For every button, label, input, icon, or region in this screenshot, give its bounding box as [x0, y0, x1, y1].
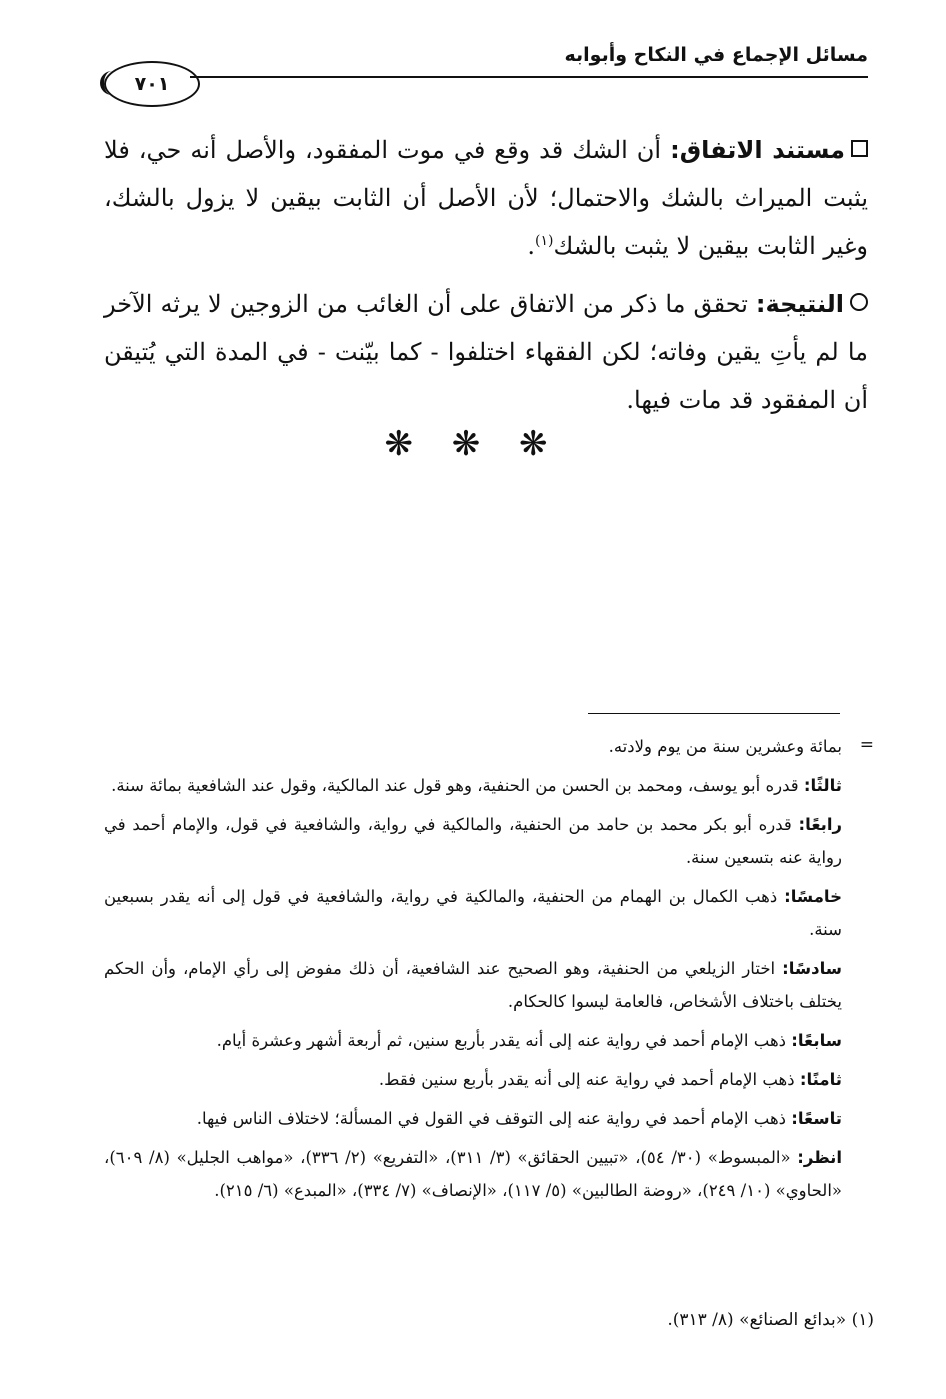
footnote-line: سابعًا: ذهب الإمام أحمد في رواية عنه إلى أنه يقدر بأربع سنين، ثم أربعة أشهر وعشرة أيام.	[216, 1031, 842, 1050]
main-text	[104, 126, 868, 434]
paragraph-text: تحقق ما ذكر من الاتفاق على أن الغائب من الزوجين لا يرثه الآخر ما لم يأتِ يقين وفاته؛ لكن الفقهاء اختلفوا - كما بيّنت - في المدة التي يُتيقن أن المفقود قد مات فيها.	[104, 290, 868, 414]
footnote-continuation-mark: =	[859, 735, 874, 755]
label-agreement-basis: مستند الاتفاق:	[670, 136, 845, 164]
paragraph-result	[104, 280, 868, 424]
footnote-line: رابعًا: قدره أبو بكر محمد بن حامد من الحنفية، والمالكية في رواية، والشافعية في قول، والإمام أحمد في رواية عنه بتسعين سنة.	[104, 815, 842, 867]
footnote-line: تاسعًا: ذهب الإمام أحمد في رواية عنه إلى التوقف في القول في المسألة؛ لاختلاف الناس فيها.	[196, 1109, 842, 1128]
footnote-reference: (١)	[535, 233, 554, 249]
running-title: مسائل الإجماع في النكاح وأبوابه	[564, 44, 868, 66]
ornament-stars-icon: ❋ ❋ ❋	[384, 424, 562, 464]
footnote-label: سادسًا:	[782, 959, 843, 978]
header-rule	[190, 76, 868, 78]
label-result: النتيجة:	[755, 290, 844, 318]
footnote-label: انظر:	[797, 1148, 843, 1167]
page-number: ٧٠١	[104, 61, 200, 107]
paragraph-agreement-basis	[104, 126, 868, 270]
footnote-line: سادسًا: اختار الزيلعي من الحنفية، وهو الصحيح عند الشافعية، أن ذلك مفوض إلى رأي الإمام، وأن الحكم يختلف باختلاف الأشخاص، فالعامة ليسوا كالحكام.	[104, 959, 843, 1011]
footnote-label: سابعًا:	[791, 1031, 842, 1050]
footnote-label: رابعًا:	[798, 815, 842, 834]
footnote-label: ثامنًا:	[799, 1070, 842, 1089]
footnote-label: ثالثًا:	[803, 776, 842, 795]
footnote-line: ثالثًا: قدره أبو يوسف، ومحمد بن الحسن من الحنفية، وهو قول عند المالكية، وقول عند الشافعية بمائة سنة.	[111, 776, 842, 795]
circle-bullet-icon	[850, 293, 868, 311]
footnote-line: بمائة وعشرين سنة من يوم ولادته.	[608, 737, 842, 756]
footnote-line: ثامنًا: ذهب الإمام أحمد في رواية عنه إلى أنه يقدر بأربع سنين فقط.	[378, 1070, 842, 1089]
paragraph-end: .	[527, 232, 536, 260]
footnote-label: خامسًا:	[784, 887, 842, 906]
footnote-line: خامسًا: ذهب الكمال بن الهمام من الحنفية، والمالكية في رواية، والشافعية في قول إلى أنه يقدر بسبعين سنة.	[104, 887, 842, 939]
footnote-separator	[588, 713, 840, 714]
square-bullet-icon	[851, 140, 868, 157]
footnotes	[104, 730, 842, 1213]
footnote-references: انظر: «المبسوط» (٣٠/ ٥٤)، «تبيين الحقائق» (٣/ ٣١١)، «التفريع» (٢/ ٣٣٦)، «مواهب الجليل» (٨/ ٦٠٩)، «الحاوي» (١٠/ ٢٤٩)، «روضة الطالبين» (٥/ ١١٧)، «الإنصاف» (٧/ ٣٣٤)، «المبدع» (٦/ ٢١٥).	[104, 1148, 843, 1200]
footnote-label: تاسعًا:	[791, 1109, 842, 1128]
page-footnote: (١) «بدائع الصنائع» (٨/ ٣١٣).	[667, 1310, 874, 1330]
paragraph-text: أن الشك قد وقع في موت المفقود، والأصل أنه حي، فلا يثبت الميراث بالشك والاحتمال؛ لأن الأصل أن الثابت بيقين لا يزول بالشك، وغير الثابت بيقين لا يثبت بالشك	[104, 136, 868, 260]
